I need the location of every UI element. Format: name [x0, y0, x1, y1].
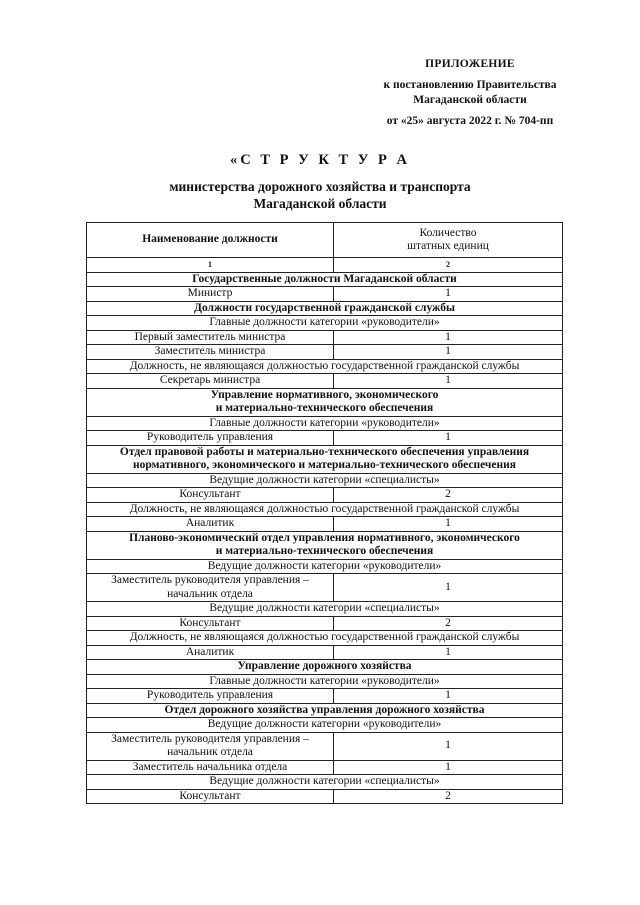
- appendix-line-1: к постановлению Правительства: [383, 79, 557, 91]
- category-row: [87, 559, 563, 574]
- table-row: [87, 645, 563, 660]
- position-name: [87, 574, 334, 602]
- section-heading: Управление дорожного хозяйства: [87, 660, 563, 675]
- table-row: [87, 574, 563, 602]
- col-count-header-line-2: штатных единиц: [407, 240, 489, 252]
- position-name: [87, 732, 334, 760]
- category-row: [87, 602, 563, 617]
- staff-count: 1: [334, 330, 563, 345]
- staff-count: 1: [334, 645, 563, 660]
- category-row: [87, 416, 563, 431]
- category-row: [87, 359, 563, 374]
- section-heading: Должности государственной гражданской службы: [87, 301, 563, 316]
- table-row: [87, 488, 563, 503]
- section-heading-line-1: Управление нормативного, экономического: [210, 388, 439, 401]
- staff-count: 1: [334, 689, 563, 704]
- col-position-header: Наименование должности: [87, 223, 334, 258]
- section-heading: [87, 388, 563, 416]
- appendix-date: от «25» августа 2022 г. № 704-пп: [386, 115, 554, 127]
- category-heading: Должность, не являющаяся должностью государственной гражданской службы: [87, 631, 563, 646]
- col-count-header: [334, 223, 563, 258]
- section-row: [87, 388, 563, 416]
- category-row: [87, 674, 563, 689]
- section-row: [87, 445, 563, 473]
- section-row: [87, 703, 563, 718]
- document-subtitle-line-2: Магаданской области: [253, 196, 387, 211]
- category-heading: Ведущие должности категории «специалисты»: [87, 775, 563, 790]
- section-heading-line-1: Планово-экономический отдел управления нормативного, экономического: [129, 531, 520, 544]
- table-row: [87, 287, 563, 302]
- staff-count: 1: [334, 345, 563, 360]
- category-heading: Ведущие должности категории «руководители»: [87, 718, 563, 733]
- staff-count: 2: [334, 488, 563, 503]
- table-row: [87, 431, 563, 446]
- document-subtitle-line-1: министерства дорожного хозяйства и транспорта: [169, 179, 471, 194]
- category-heading: Должность, не являющаяся должностью государственной гражданской службы: [87, 502, 563, 517]
- staff-count: 1: [334, 287, 563, 302]
- staff-count: 1: [334, 574, 563, 602]
- table-row: [87, 345, 563, 360]
- structure-table: [86, 222, 563, 804]
- category-row: [87, 316, 563, 331]
- appendix-header: [355, 57, 585, 129]
- staff-count: 1: [334, 431, 563, 446]
- section-row: [87, 272, 563, 287]
- position-name: Аналитик: [87, 645, 334, 660]
- position-name-line-2: начальник отдела: [167, 746, 253, 758]
- staff-count: 1: [334, 732, 563, 760]
- section-heading: [87, 445, 563, 473]
- section-row: [87, 301, 563, 316]
- position-name: Первый заместитель министра: [87, 330, 334, 345]
- staff-count: 1: [334, 760, 563, 775]
- table-row: [87, 330, 563, 345]
- section-heading-line-2: нормативного, экономического и материально-технического обеспечения: [133, 459, 516, 471]
- category-heading: Ведущие должности категории «руководители»: [87, 559, 563, 574]
- position-name: Секретарь министра: [87, 374, 334, 389]
- category-heading: Главные должности категории «руководители»: [87, 416, 563, 431]
- position-name-line-2: начальник отдела: [167, 587, 253, 600]
- section-heading: Отдел дорожного хозяйства управления дорожного хозяйства: [87, 703, 563, 718]
- category-row: [87, 473, 563, 488]
- section-heading-line-2: и материально-технического обеспечения: [215, 545, 434, 557]
- col-number-2: 2: [334, 258, 563, 273]
- section-row: [87, 531, 563, 559]
- category-heading: Главные должности категории «руководители»: [87, 674, 563, 689]
- table-row: [87, 517, 563, 532]
- appendix-line-2: Магаданской области: [413, 94, 527, 106]
- section-heading: [87, 531, 563, 559]
- section-row: [87, 660, 563, 675]
- table-header-row: [87, 223, 563, 258]
- column-number-row: [87, 258, 563, 273]
- position-name-line-1: Заместитель руководителя управления –: [111, 574, 309, 586]
- section-heading: Государственные должности Магаданской области: [87, 272, 563, 287]
- table-row: [87, 616, 563, 631]
- document-title: «С Т Р У К Т У Р А: [229, 152, 411, 168]
- position-name: Консультант: [87, 789, 334, 804]
- position-name: Руководитель управления: [87, 689, 334, 704]
- position-name: Заместитель министра: [87, 345, 334, 360]
- appendix-title: ПРИЛОЖЕНИЕ: [425, 58, 515, 70]
- category-heading: Ведущие должности категории «специалисты»: [87, 602, 563, 617]
- category-row: [87, 502, 563, 517]
- category-heading: Главные должности категории «руководители»: [87, 316, 563, 331]
- table-row: [87, 732, 563, 760]
- category-heading: Должность, не являющаяся должностью государственной гражданской службы: [87, 359, 563, 374]
- table-row: [87, 689, 563, 704]
- category-row: [87, 775, 563, 790]
- document-subtitle: [0, 178, 640, 212]
- position-name: Консультант: [87, 488, 334, 503]
- col-number-1: 1: [87, 258, 334, 273]
- col-count-header-line-1: Количество: [419, 226, 477, 239]
- position-name: Аналитик: [87, 517, 334, 532]
- position-name: Министр: [87, 287, 334, 302]
- staff-count: 2: [334, 616, 563, 631]
- position-name-line-1: Заместитель руководителя управления –: [111, 732, 309, 745]
- position-name: Консультант: [87, 616, 334, 631]
- category-heading: Ведущие должности категории «специалисты»: [87, 473, 563, 488]
- table-row: [87, 789, 563, 804]
- position-name: Руководитель управления: [87, 431, 334, 446]
- staff-count: 2: [334, 789, 563, 804]
- staff-count: 1: [334, 374, 563, 389]
- section-heading-line-2: и материально-технического обеспечения: [215, 402, 434, 414]
- category-row: [87, 718, 563, 733]
- staff-count: 1: [334, 517, 563, 532]
- table-row: [87, 374, 563, 389]
- section-heading-line-1: Отдел правовой работы и материально-технического обеспечения управления: [119, 445, 530, 458]
- table-row: [87, 760, 563, 775]
- position-name: Заместитель начальника отдела: [87, 760, 334, 775]
- category-row: [87, 631, 563, 646]
